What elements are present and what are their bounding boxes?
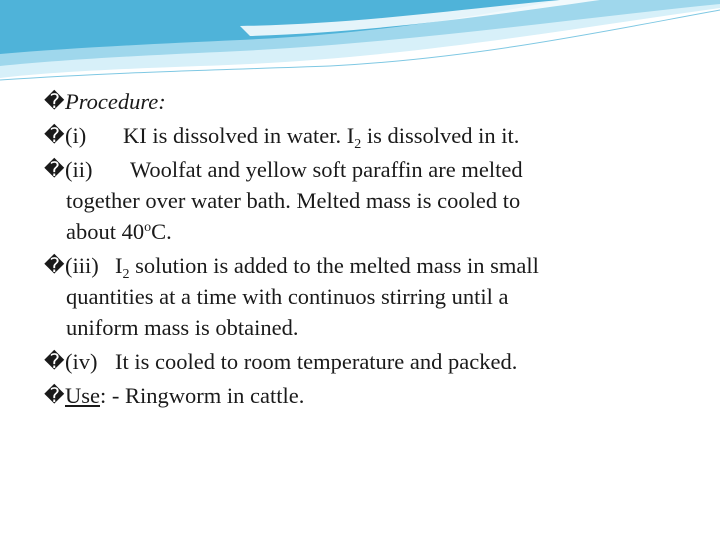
step-iii-line-1 [65, 250, 684, 281]
procedure-heading: Procedure: [65, 89, 166, 114]
bullet-icon: � [44, 89, 65, 113]
header-wave-decoration [0, 0, 720, 90]
bullet-icon: � [44, 349, 65, 373]
step-text: C. [151, 219, 172, 244]
use-text: : - Ringworm in cattle. [100, 383, 305, 408]
step-number: (iv) [65, 349, 98, 374]
step-iii-line-2: quantities at a time with continuos stirring until a [66, 284, 509, 309]
step-i-line [65, 120, 684, 151]
step-ii-line-2: together over water bath. Melted mass is cooled to [66, 188, 521, 213]
procedure-heading-item [44, 86, 684, 117]
step-iii-item [44, 250, 684, 343]
bullet-icon: � [44, 383, 65, 407]
bullet-icon: � [44, 157, 65, 181]
use-label: Use [65, 383, 100, 408]
step-ii-line-3 [65, 216, 684, 247]
step-text: I [115, 253, 123, 278]
step-iv-item [44, 346, 684, 377]
step-number: (ii) [65, 157, 93, 182]
step-iii-line-3: uniform mass is obtained. [66, 315, 299, 340]
step-ii-item [44, 154, 684, 247]
step-text: about 40 [66, 219, 145, 244]
step-number: (i) [65, 123, 87, 148]
step-text: It is cooled to room temperature and packed. [115, 349, 518, 374]
step-i-item [44, 120, 684, 151]
degree-superscript: o [144, 220, 152, 235]
step-ii-line-1 [65, 154, 684, 185]
subscript: 2 [122, 267, 130, 282]
use-line [65, 380, 684, 411]
step-text: KI is dissolved in water. I [123, 123, 355, 148]
use-item [44, 380, 684, 411]
subscript: 2 [354, 137, 362, 152]
step-number: (iii) [65, 253, 99, 278]
bullet-icon: � [44, 123, 65, 147]
step-iv-line [65, 346, 684, 377]
step-text: solution is added to the melted mass in small [129, 253, 539, 278]
slide-content [44, 86, 684, 414]
step-text: Woolfat and yellow soft paraffin are melted [130, 157, 523, 182]
bullet-icon: � [44, 253, 65, 277]
step-text: is dissolved in it. [361, 123, 520, 148]
